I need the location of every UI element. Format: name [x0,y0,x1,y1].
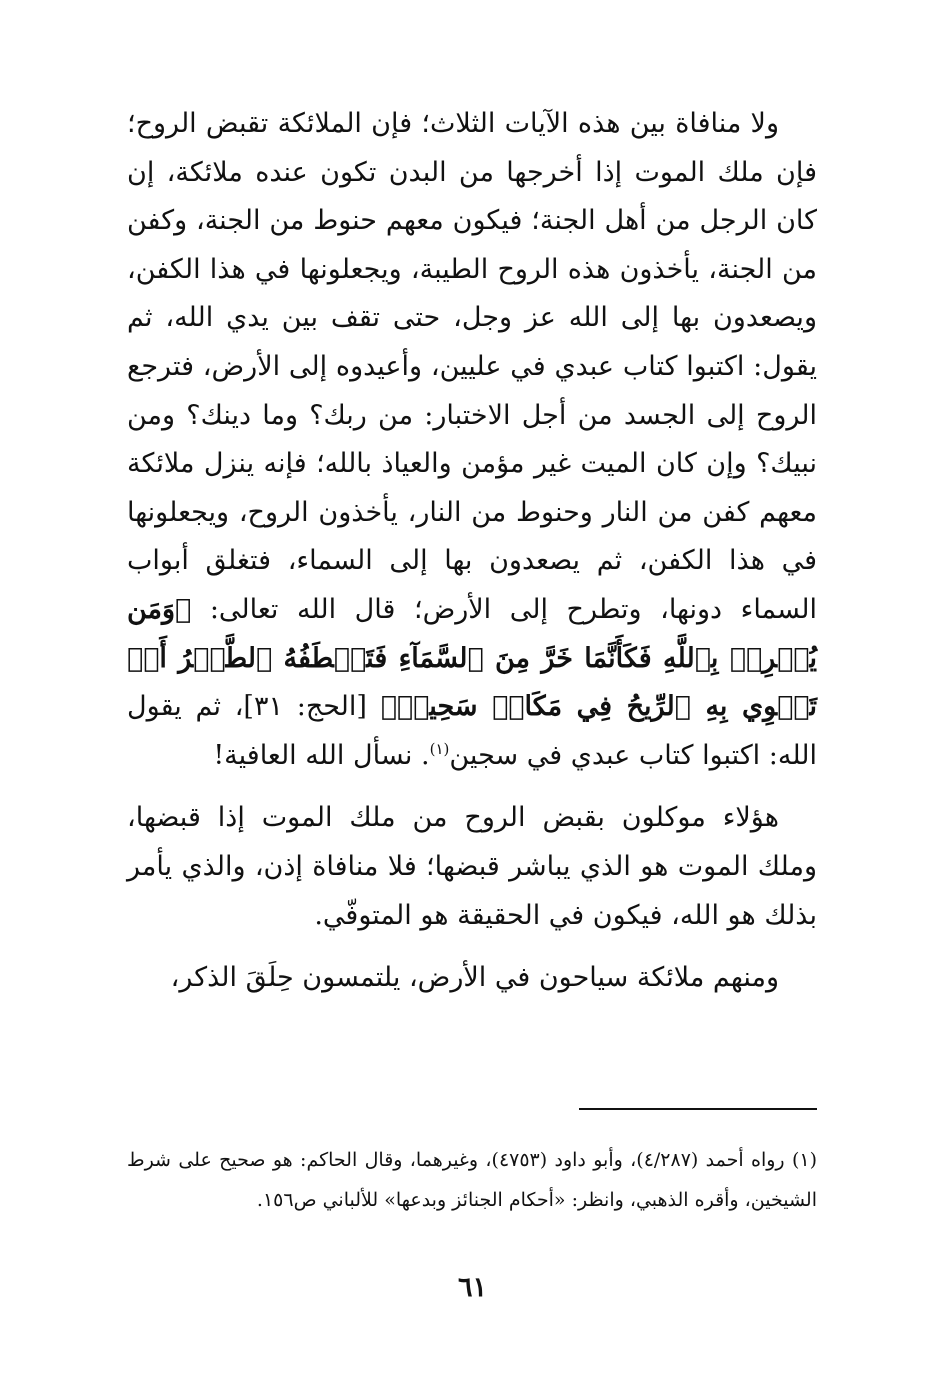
footnote-reference[interactable]: (١) [429,739,450,758]
footnote-text: رواه أحمد (٤/٢٨٧)، وأبو داود (٤٧٥٣)، وغيرهما، وقال الحاكم: هو صحيح على شرط الشيخين، وأقره الذهبي، وانظر: «أحكام الجنائز وبدعها» للألباني ص١٥٦. [127,1149,817,1211]
paragraph-3: ومنهم ملائكة سياحون في الأرض، يلتمسون حِلَقَ الذكر، [170,962,779,994]
footnote-1 [127,1140,817,1220]
paragraph-2: هؤلاء موكلون بقبض الروح من ملك الموت إذا قبضها، وملك الموت هو الذي يباشر قبضها؛ فلا منافاة إذن، والذي يأمر بذلك هو الله، فيكون في الحقيقة هو المتوفّي. [127,802,817,931]
paragraph-1-text: ولا منافاة بين هذه الآيات الثلاث؛ فإن الملائكة تقبض الروح؛ فإن ملك الموت إذا أخرجها من البدن تكون عنده ملائكة، إن كان الرجل من أهل الجنة؛ فيكون معهم حنوط من الجنة، وكفن من الجنة، يأخذون هذه الروح الطيبة، ويجعلونها في هذا الكفن، ويصعدون بها إلى الله عز وجل، حتى تقف بين يدي الله، ثم يقول: اكتبوا كتاب عبدي في عليين، وأعيدوه إلى الأرض، فترجع الروح إلى الجسد من أجل الاختبار: من ربك؟ وما دينك؟ ومن نبيك؟ وإن كان الميت غير مؤمن والعياذ بالله؛ فإنه ينزل ملائكة معهم كفن من النار وحنوط من النار، يأخذون الروح، ويجعلونها في هذا الكفن، ثم يصعدون بها إلى السماء، فتغلق أبواب السماء دونها، وتطرح إلى الأرض؛ قال الله تعالى: [127,108,817,625]
main-text [127,100,817,1017]
footnote-marker: (١) [791,1149,817,1171]
paragraph-1 [127,100,817,780]
footnote-divider [579,1108,817,1110]
footnotes-section [127,1140,817,1220]
page-number: ٦١ [457,1272,487,1303]
quran-verse: ﴿وَمَن يُشۡرِكۡ بِٱللَّهِ فَكَأَنَّمَا خَرَّ مِنَ ٱلسَّمَآءِ فَتَخۡطَفُهُ ٱلطَّيۡرُ أَوۡ تَهۡوِي بِهِ ٱلرِّيحُ فِي مَكَانٖ سَحِيقٖ﴾ [127,593,817,723]
paragraph-1-continuation: [الحج: ٣١]، ثم يقول الله: اكتبوا كتاب عبدي في سجين [127,691,817,771]
paragraph-1-ending: . نسأل الله العافية! [213,739,430,771]
